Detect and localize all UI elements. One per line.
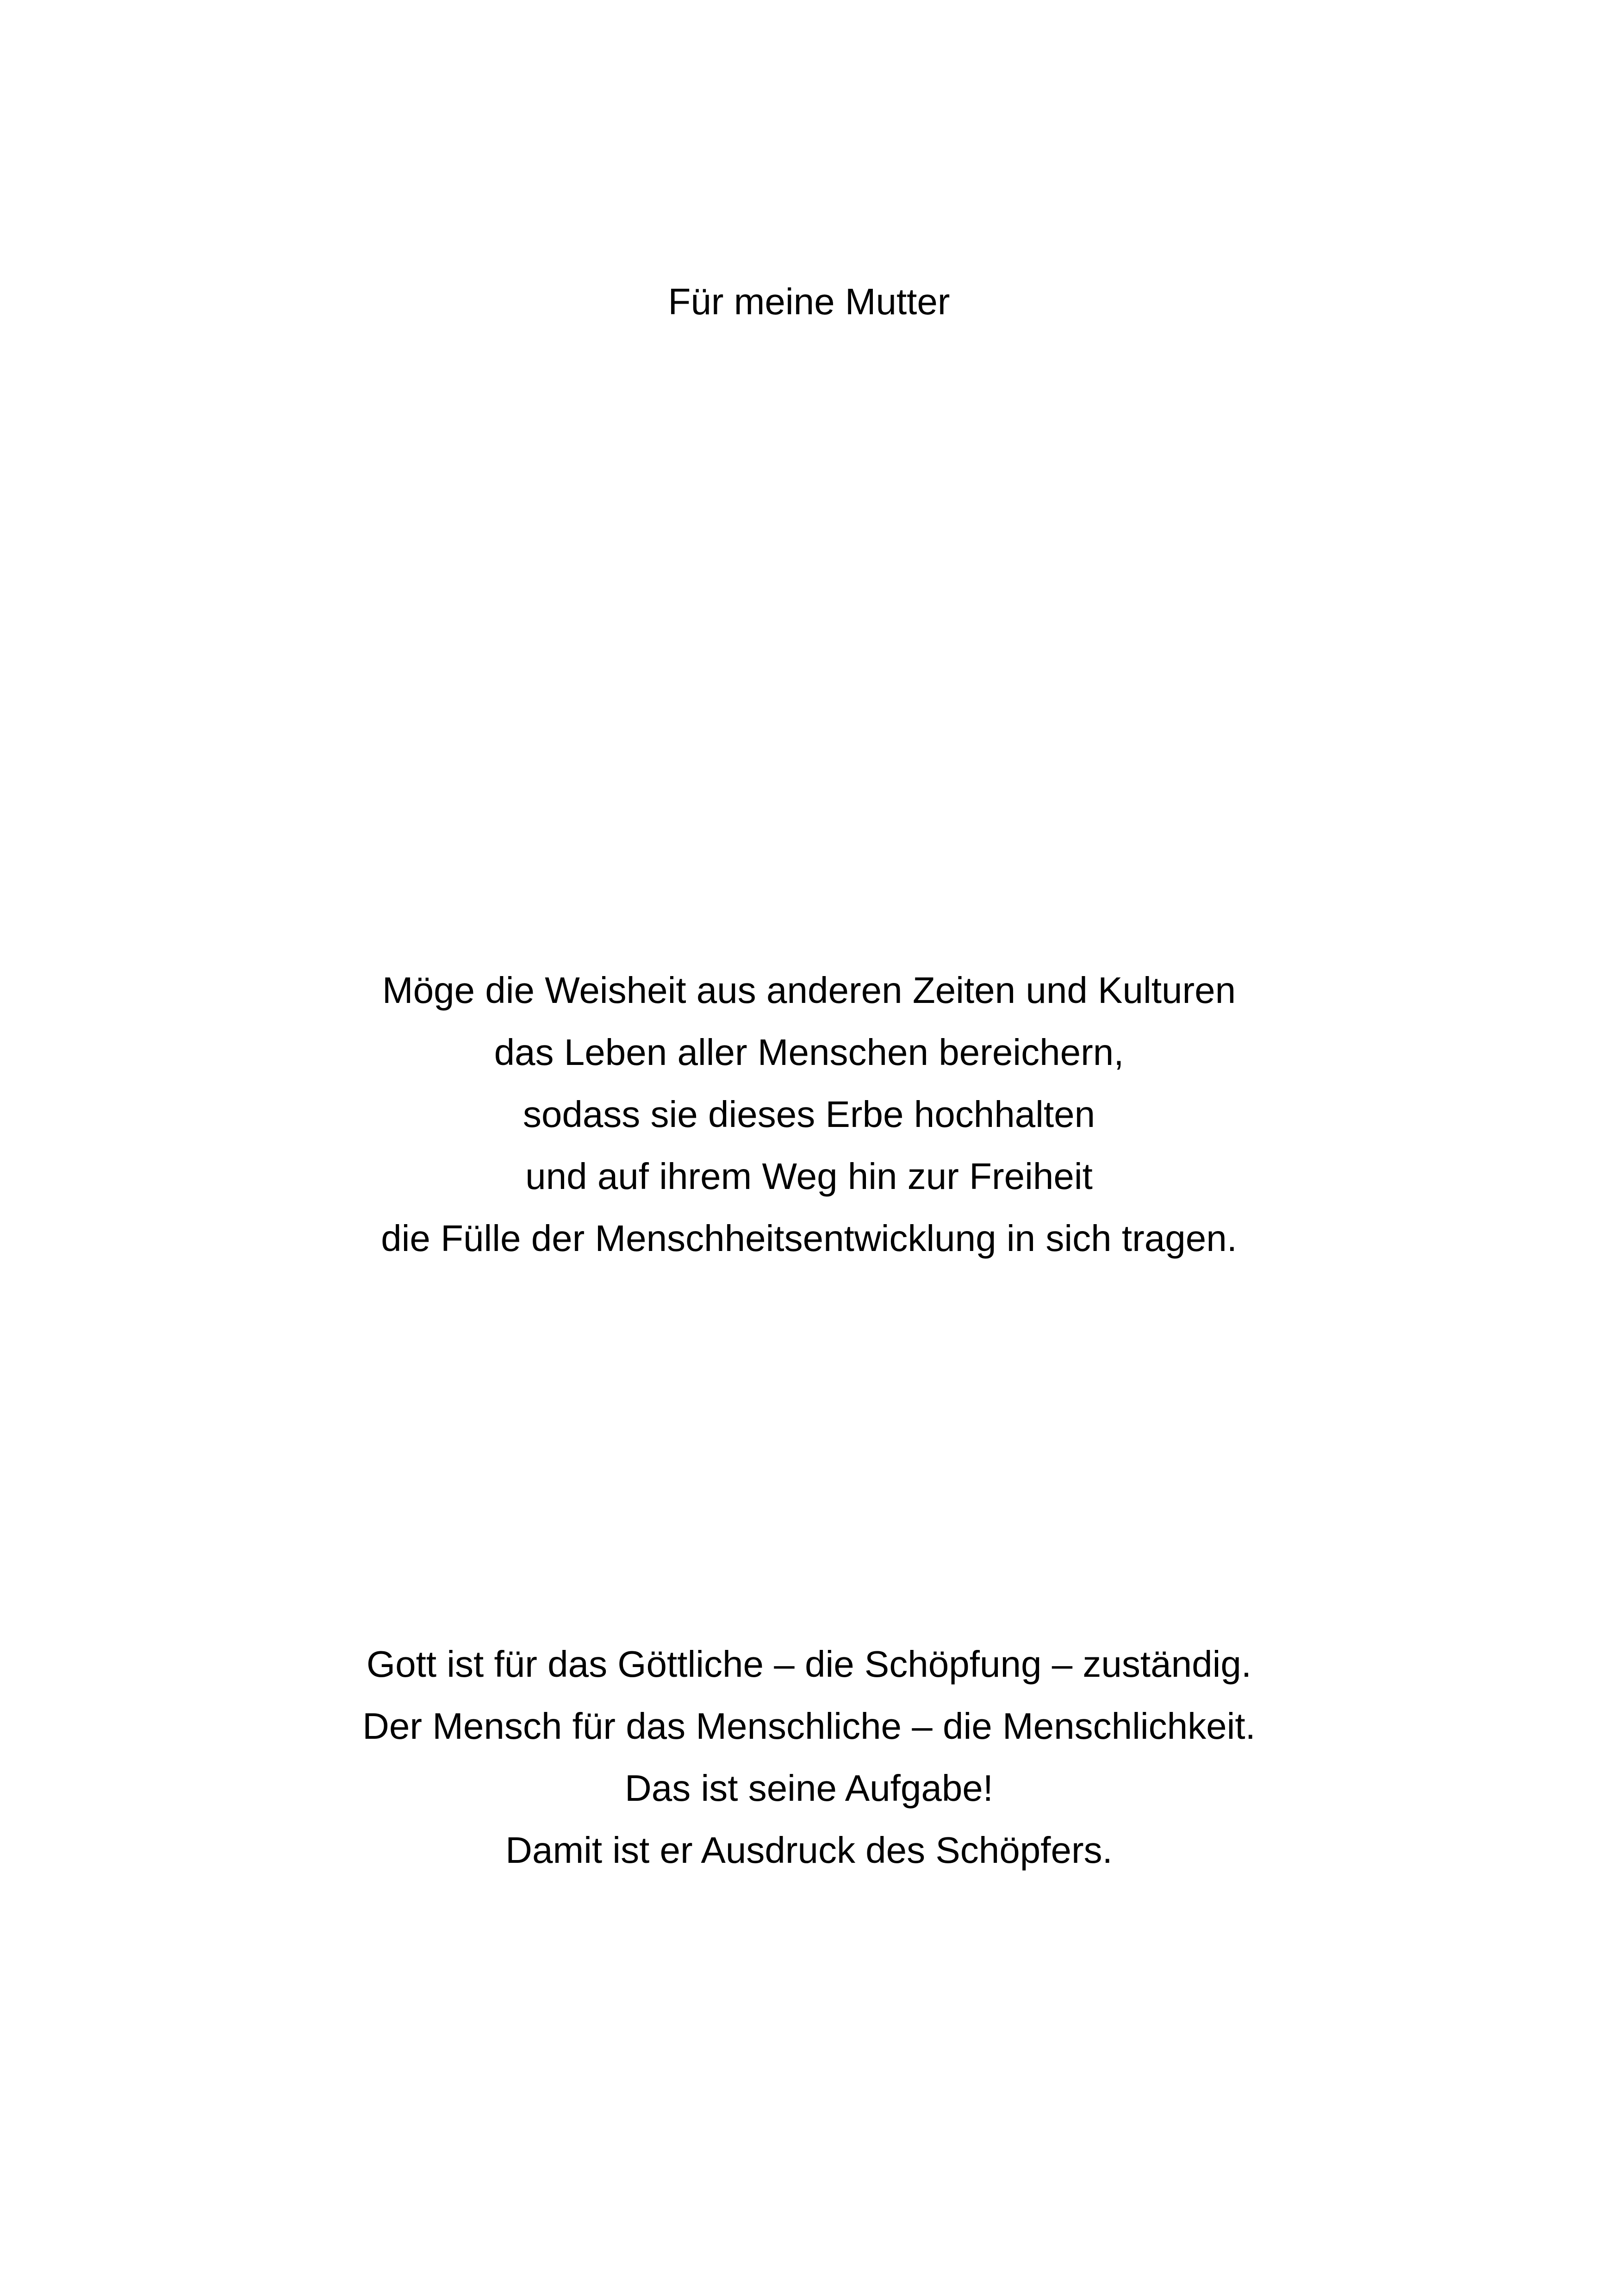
dedication bbox=[0, 271, 1618, 333]
wish-line: die Fülle der Menschheitsentwicklung in sich tragen. bbox=[381, 1218, 1237, 1259]
dedication-text: Für meine Mutter bbox=[668, 281, 950, 322]
maxim-line: Der Mensch für das Menschliche – die Menschlichkeit. bbox=[362, 1705, 1256, 1747]
maxim-line: Gott ist für das Göttliche – die Schöpfung – zuständig. bbox=[366, 1643, 1252, 1685]
wish-line: sodass sie dieses Erbe hochhalten bbox=[523, 1094, 1095, 1135]
wish-line: Möge die Weisheit aus anderen Zeiten und Kulturen bbox=[382, 970, 1236, 1011]
wish-line: das Leben aller Menschen bereichern, bbox=[494, 1032, 1124, 1073]
wish-line: und auf ihrem Weg hin zur Freiheit bbox=[525, 1156, 1093, 1197]
wish-verse bbox=[0, 959, 1618, 1269]
maxim-line: Das ist seine Aufgabe! bbox=[624, 1767, 994, 1809]
maxim-line: Damit ist er Ausdruck des Schöpfers. bbox=[505, 1829, 1113, 1871]
maxim-verse bbox=[0, 1633, 1618, 1881]
